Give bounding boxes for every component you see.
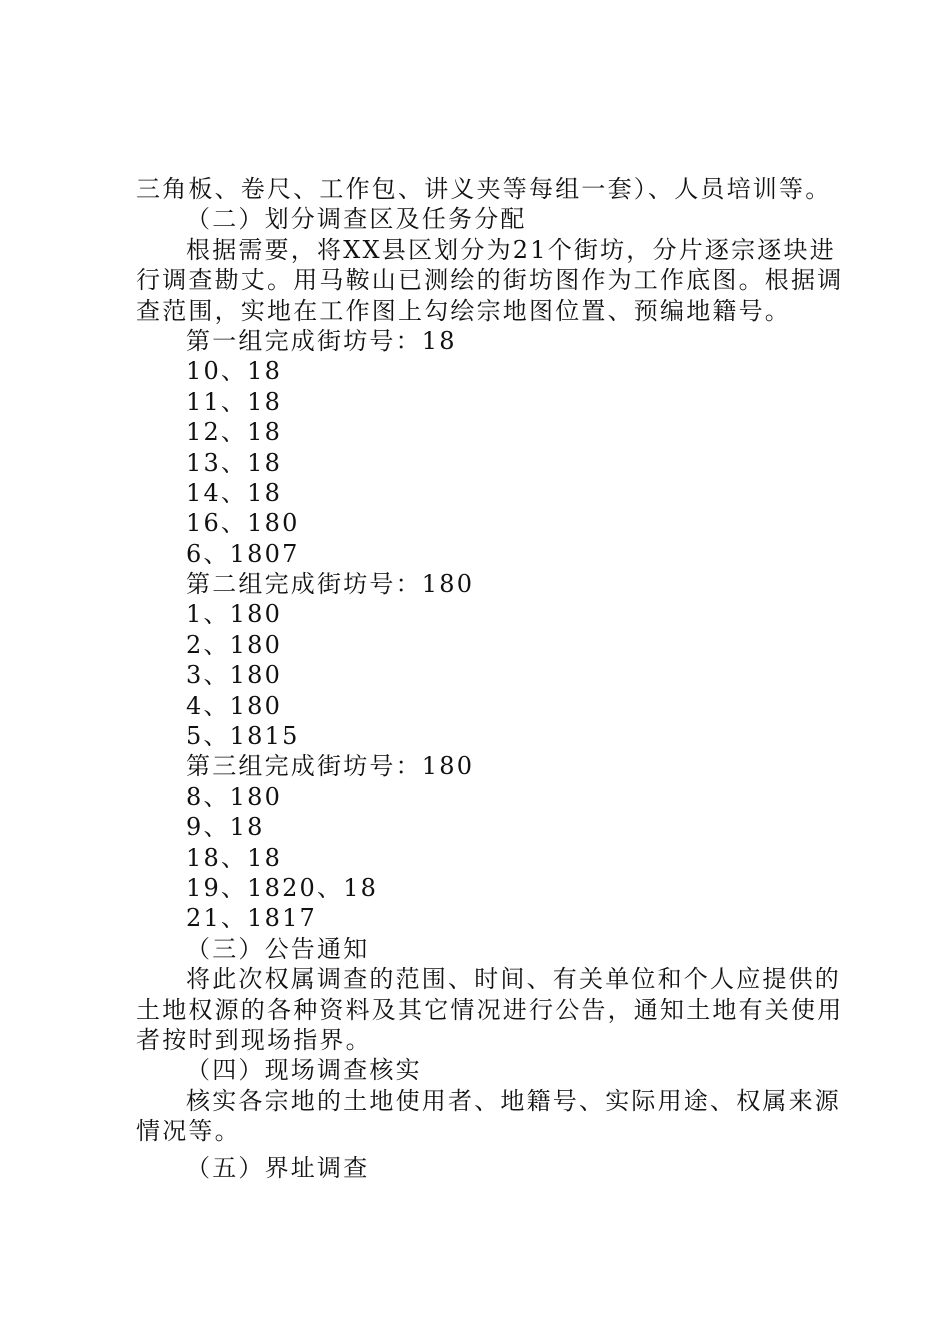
text-line: （三）公告通知	[186, 934, 370, 963]
text-line: 者按时到现场指界。	[136, 1025, 372, 1054]
text-line: 19、1820、18	[186, 873, 379, 902]
text-line: 12、18	[186, 418, 283, 447]
text-line: 土地权源的各种资料及其它情况进行公告，通知土地有关使用	[136, 995, 844, 1024]
text-line: 行调查勘丈。用马鞍山已测绘的街坊图作为工作底图。根据调	[136, 266, 844, 295]
text-line: 10、18	[186, 357, 283, 386]
text-line: 查范围，实地在工作图上勾绘宗地图位置、预编地籍号。	[136, 296, 791, 325]
text-line: 2、180	[186, 630, 283, 659]
text-line: （五）界址调查	[186, 1153, 370, 1182]
text-line: 8、180	[186, 782, 283, 811]
document-body	[136, 174, 844, 1183]
text-line: 1、180	[186, 600, 283, 629]
text-line: 第一组完成街坊号：18	[186, 326, 457, 355]
text-line: 6、1807	[186, 539, 300, 568]
text-line: 14、18	[186, 478, 283, 507]
text-line: 13、18	[186, 448, 283, 477]
text-line: 3、180	[186, 661, 283, 690]
text-line: （二）划分调查区及任务分配	[186, 205, 527, 234]
text-line: 情况等。	[136, 1117, 241, 1146]
text-line: 4、180	[186, 691, 283, 720]
text-line: 5、1815	[186, 722, 300, 751]
text-line: 第三组完成街坊号：180	[186, 752, 475, 781]
text-line: 将此次权属调查的范围、时间、有关单位和个人应提供的	[186, 965, 841, 994]
text-line: 核实各宗地的土地使用者、地籍号、实际用途、权属来源	[186, 1086, 841, 1115]
text-line: 根据需要，将XX县区划分为21个街坊，分片逐宗逐块进	[186, 235, 836, 264]
text-line: （四）现场调查核实	[186, 1056, 422, 1085]
text-line: 21、1817	[186, 904, 318, 933]
text-line: 9、18	[186, 813, 265, 842]
text-line: 11、18	[186, 387, 283, 416]
text-line: 16、180	[186, 509, 300, 538]
text-line: 三角板、卷尺、工作包、讲义夹等每组一套）、人员培训等。	[136, 175, 832, 203]
text-line: 第二组完成街坊号：180	[186, 570, 475, 599]
text-line: 18、18	[186, 843, 283, 872]
